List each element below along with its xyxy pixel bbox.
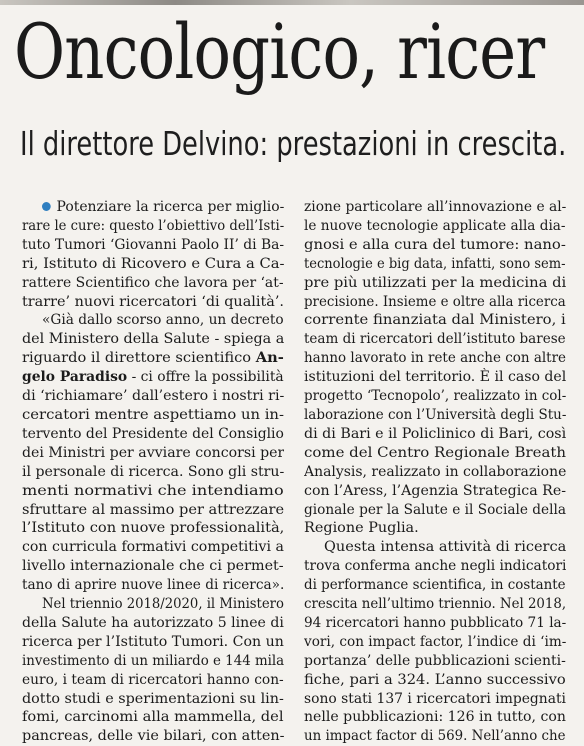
text-line: della Salute ha autorizzato 5 linee di bbox=[22, 614, 284, 631]
text-line: le nuove tecnologie applicate alla dia- bbox=[304, 217, 566, 234]
text-line: come del Centro Regionale Breath bbox=[304, 444, 566, 461]
text-line: trova conferma anche negli indicatori bbox=[304, 558, 566, 575]
text-line: dotto studi e sperimentazioni su lin- bbox=[22, 690, 284, 707]
text-line: hanno lavorato in rete anche con altre bbox=[304, 350, 566, 367]
text-line: 94 ricercatori hanno pubblicato 71 la- bbox=[304, 614, 566, 631]
text-line: sfruttare al massimo per attrezzare bbox=[22, 501, 284, 518]
text-line: portanza’ delle pubblicazioni scienti- bbox=[304, 652, 566, 669]
text-line: Nel triennio 2018/2020, il Ministero bbox=[42, 596, 284, 613]
paragraph-1 bbox=[22, 198, 284, 311]
paragraph-5 bbox=[304, 538, 566, 746]
text-line: con l’Aress, l’Agenzia Strategica Re- bbox=[304, 482, 566, 499]
text-line: rattere Scientifico che lavora per ‘at- bbox=[22, 274, 284, 291]
text-line: menti normativi che intendiamo bbox=[22, 482, 284, 499]
text-line: di ‘richiamare’ dall’estero i nostri ri- bbox=[22, 388, 284, 405]
text-line: Regione Puglia. bbox=[304, 520, 419, 537]
text-line: nelle pubblicazioni: 126 in tutto, con bbox=[304, 709, 566, 726]
text-line: l’Istituto con nuove professionalità, bbox=[22, 520, 284, 537]
top-decorative-strip bbox=[0, 0, 584, 5]
text-line: precisione. Insieme e oltre alla ricerca bbox=[304, 293, 566, 310]
text-line: «Già dallo scorso anno, un decreto bbox=[42, 312, 284, 329]
text-line: tervento del Presidente del Consiglio bbox=[22, 425, 284, 442]
text-line: fiche, pari a 324. L’anno successivo bbox=[304, 671, 566, 688]
paragraph-4 bbox=[304, 198, 566, 538]
text-line: con curricula formativi competitivi a bbox=[22, 539, 284, 556]
text-line: Analysis, realizzato in collaborazione bbox=[304, 463, 566, 480]
text-line: di di Bari e il Policlinico di Bari, così bbox=[304, 425, 566, 442]
text-line: gnosi e alla cura del tumore: nano- bbox=[304, 236, 566, 253]
text-line: ricerca per l’Istituto Tumori. Con un bbox=[22, 633, 284, 650]
text-line: pancreas, delle vie bilari, con atten- bbox=[22, 728, 284, 745]
text-line: laborazione con l’Università degli Stu- bbox=[304, 406, 566, 423]
bullet-icon bbox=[42, 202, 51, 211]
author-name-part: gelo Paradiso bbox=[22, 368, 128, 386]
text-line: pre più utilizzati per la medicina di bbox=[304, 274, 566, 291]
author-name-part: An- bbox=[255, 349, 284, 367]
text-line: cercatori mentre aspettiamo un in- bbox=[22, 406, 284, 423]
text-line: un impact factor di 569. Nell’anno che bbox=[304, 728, 566, 745]
text-line: dei Ministri per avviare concorsi per bbox=[22, 444, 284, 461]
paragraph-2 bbox=[22, 311, 284, 595]
text-line: progetto ‘Tecnopolo’, realizzato in col- bbox=[304, 388, 566, 405]
text-line: investimento di un miliardo e 144 mila bbox=[22, 652, 284, 669]
text-line bbox=[22, 349, 284, 368]
text-line: tano di aprire nuove linee di ricerca». bbox=[22, 577, 284, 594]
text-line: team di ricercatori dell’istituto barese bbox=[304, 331, 566, 348]
text-line: il personale di ricerca. Sono gli stru- bbox=[22, 463, 284, 480]
text-fragment: - ci offre la possibilità bbox=[127, 369, 284, 386]
text-line: corrente finanziata dal Ministero, i bbox=[304, 312, 566, 329]
text-line: gionale per la Salute e il Sociale della bbox=[304, 501, 566, 518]
text-fragment: riguardo il direttore scientifico bbox=[22, 350, 256, 367]
text-line: tecnologie e big data, infatti, sono sem- bbox=[304, 255, 566, 272]
article-column-right bbox=[304, 198, 566, 746]
text-line: ri, Istituto di Ricovero e Cura a Ca- bbox=[22, 255, 284, 272]
text-line: zione particolare all’innovazione e al- bbox=[304, 199, 566, 215]
text-line: sono stati 137 i ricercatori impegnati bbox=[304, 690, 566, 707]
paragraph-3 bbox=[22, 595, 284, 746]
article-column-left bbox=[22, 198, 284, 746]
text-line: crescita nell’ultimo triennio. Nel 2018, bbox=[304, 596, 566, 613]
text-line: vori, con impact factor, l’indice di ‘im- bbox=[304, 633, 566, 650]
text-line: fomi, carcinomi alla mammella, del bbox=[22, 709, 284, 726]
text-line: istituzioni del territorio. È il caso del bbox=[304, 369, 566, 386]
text-line: livello internazionale che ci permet- bbox=[22, 558, 284, 575]
headline: Oncologico, ricer bbox=[14, 7, 545, 96]
text-line: del Ministero della Salute - spiega a bbox=[22, 331, 284, 348]
subheadline: Il direttore Delvino: prestazioni in crescita. bbox=[20, 124, 567, 163]
text-line: euro, i team di ricercatori hanno con- bbox=[22, 671, 284, 688]
text-line: Potenziare la ricerca per miglio- bbox=[22, 198, 284, 217]
text-line: rare le cure: questo l’obiettivo dell’Isti- bbox=[22, 217, 284, 234]
text-line: tuto Tumori ‘Giovanni Paolo II’ di Ba- bbox=[22, 236, 284, 253]
text-line: Questa intensa attività di ricerca bbox=[324, 539, 566, 556]
text-line bbox=[22, 368, 284, 387]
text-line: di performance scientifica, in costante bbox=[304, 577, 566, 594]
text-line: trarre’ nuovi ricercatori ‘di qualità’. bbox=[22, 293, 284, 310]
